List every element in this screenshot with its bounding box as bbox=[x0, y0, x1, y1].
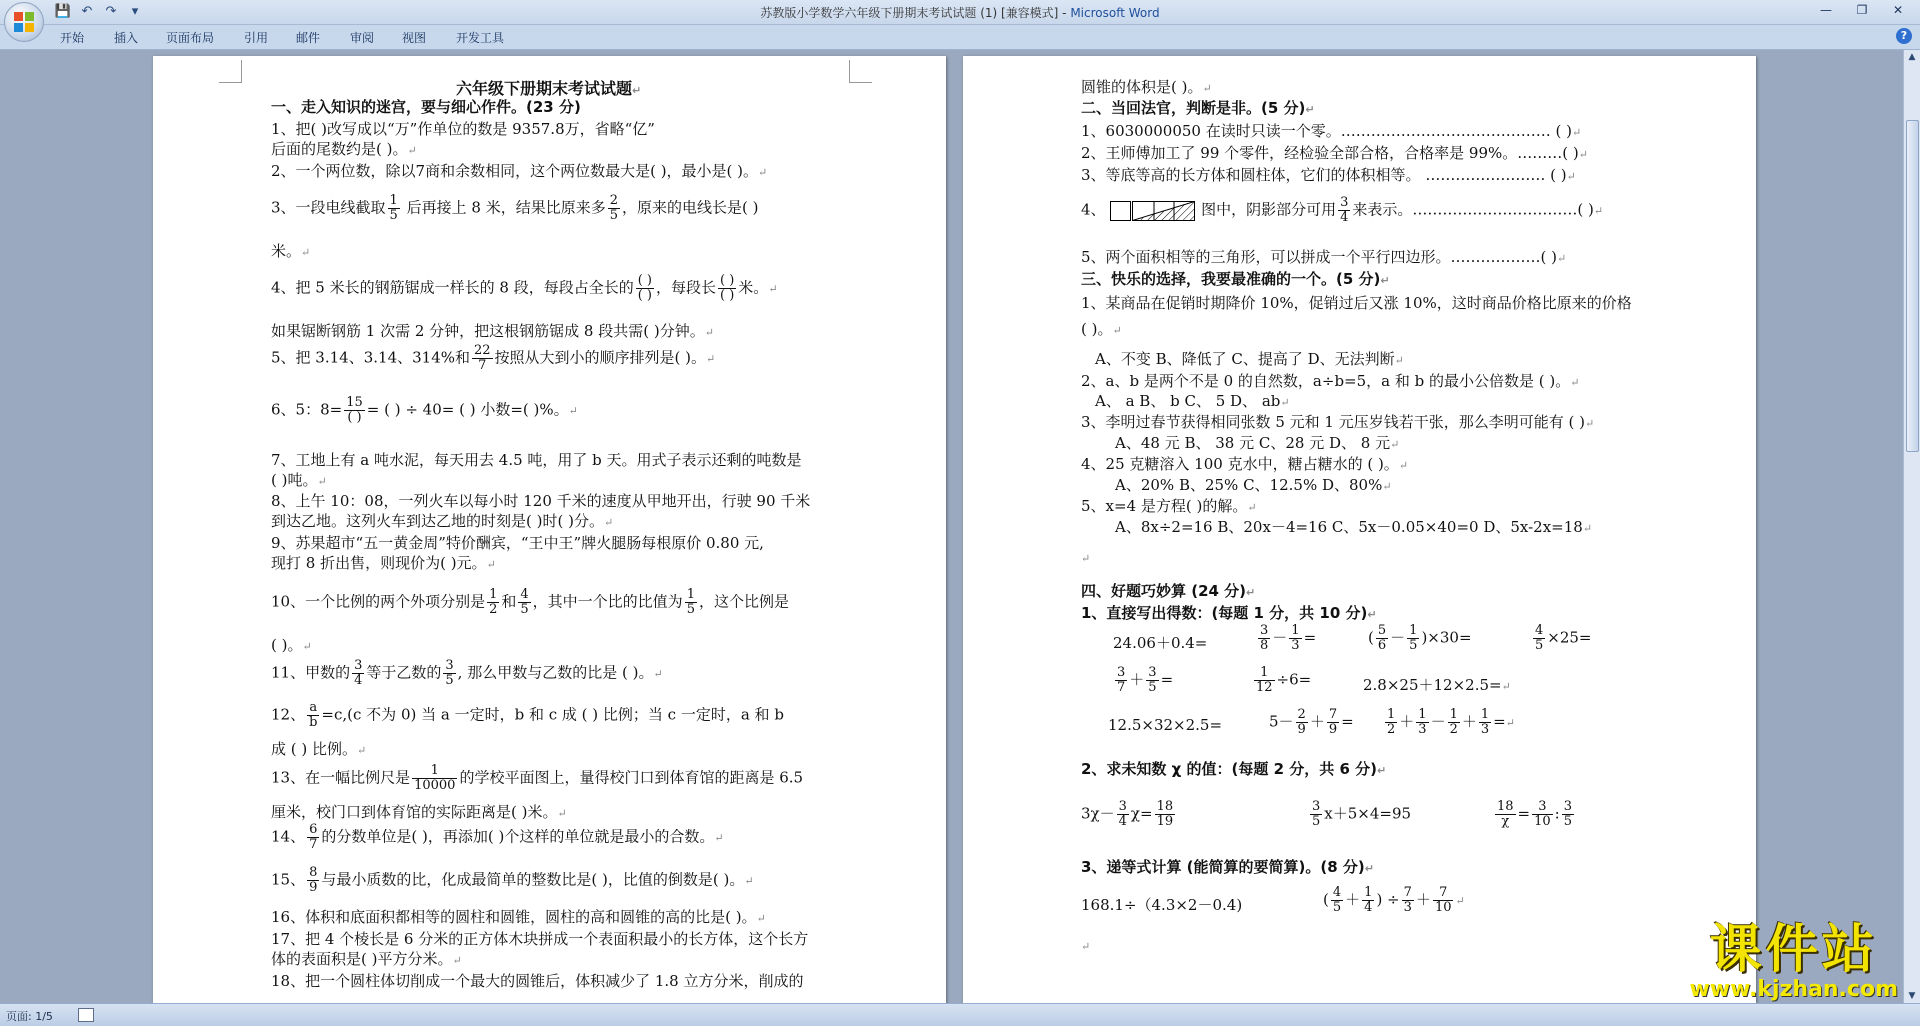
fraction: $\frac{7}{10}$ bbox=[1434, 885, 1452, 915]
customize-icon[interactable]: ▾ bbox=[131, 4, 139, 19]
question-11: 11、甲数的 $\frac{3}{4}$ 等于乙数的 $\frac{3}{5}$ , 那么甲数与乙数的比是 ( )。↵ bbox=[271, 658, 663, 688]
question-7-cont: ( )吨。↵ bbox=[271, 471, 327, 489]
question-6: 6、5：8= $\frac{15}{( )}$ = ( ) ÷ 40= ( ) 小数=( )%。↵ bbox=[271, 395, 578, 425]
choice-5: 5、x=4 是方程( )的解。↵ bbox=[1081, 497, 1257, 515]
fraction: $\frac{5}{6}$ bbox=[1377, 623, 1387, 653]
fraction: $\frac{7}{9}$ bbox=[1328, 707, 1338, 737]
fraction: $\frac{18}{\chi}$ bbox=[1497, 799, 1514, 829]
tab-review[interactable]: 审阅 bbox=[350, 31, 375, 45]
redo-icon[interactable]: ↷ bbox=[105, 4, 117, 19]
section-2-heading: 二、当回法官，判断是非。(5 分)↵ bbox=[1081, 99, 1315, 117]
scroll-down-icon[interactable]: ▼ bbox=[1908, 991, 1916, 1001]
fraction: $\frac{2}{5}$ bbox=[609, 193, 618, 223]
tab-page-layout[interactable]: 页面布局 bbox=[166, 31, 215, 45]
fraction: $\frac{18}{19}$ bbox=[1156, 799, 1174, 829]
subsection-1-heading: 1、直接写出得数：(每题 1 分，共 10 分)↵ bbox=[1081, 604, 1377, 622]
question-4: 4、把 5 米长的钢筋锯成一样长的 8 段，每段占全长的 $\frac{( )}{( )}$ ，每段长 $\frac{( )}{( )}$ 米。↵ bbox=[271, 273, 778, 303]
fraction: $\frac{1}{2}$ bbox=[1449, 707, 1458, 737]
choice-3: 3、李明过春节获得相同张数 5 元和 1 元压岁钱若干张，那么李明可能有 ( )↵ bbox=[1081, 413, 1595, 431]
question-4-cont: 如果锯断钢筋 1 次需 2 分钟，把这根钢筋锯成 8 段共需( )分钟。↵ bbox=[271, 322, 714, 340]
equation-2: $\frac{3}{5}$ x＋5×4=95 bbox=[1312, 799, 1412, 829]
equation-1: 3χ－ $\frac{3}{4}$ χ= $\frac{18}{19}$ bbox=[1081, 799, 1174, 829]
calc-2: $\frac{3}{8}$ － $\frac{1}{3}$ = bbox=[1260, 623, 1317, 653]
status-bar bbox=[0, 1003, 1920, 1026]
question-9: 9、苏果超市“五一黄金周”特价酬宾，“王中王”牌火腿肠每根原价 0.80 元, bbox=[271, 534, 764, 552]
minimize-button[interactable]: — bbox=[1820, 3, 1832, 17]
question-2: 2、一个两位数，除以7商和余数相同，这个两位数最大是( )，最小是( )。↵ bbox=[271, 162, 768, 180]
choice-4: 4、25 克糖溶入 100 克水中，糖占糖水的 ( )。↵ bbox=[1081, 455, 1409, 473]
fraction: $\frac{8}{9}$ bbox=[309, 865, 318, 895]
calc-4: $\frac{4}{5}$ ×25= bbox=[1535, 623, 1592, 653]
document-title: 苏教版小学数学六年级下册期末考试试题 (1) [兼容模式] - bbox=[760, 6, 1071, 20]
page-2[interactable] bbox=[963, 56, 1756, 1003]
judge-4: 4、 图中，阴影部分可用 $\frac{3}{4}$ 来表示。……………………………( )↵ bbox=[1081, 195, 1604, 225]
watermark-title: 课件站 bbox=[1709, 920, 1878, 980]
shaded-rectangle-figure bbox=[1110, 201, 1196, 221]
save-icon[interactable]: 💾 bbox=[54, 4, 72, 19]
question-1-cont: 后面的尾数约是( )。↵ bbox=[271, 140, 417, 158]
judge-2: 2、王师傅加工了 99 个零件，经检验全部合格，合格率是 99%。………( )↵ bbox=[1081, 144, 1588, 162]
calc-10: $\frac{1}{2}$ ＋ $\frac{1}{3}$ － $\frac{1}{2}$ ＋ $\frac{1}{3}$ =↵ bbox=[1387, 707, 1515, 737]
choice-3-options: A、48 元 B、 38 元 C、28 元 D、 8 元↵ bbox=[1115, 434, 1400, 452]
question-17-cont: 体的表面积是( )平方分米。↵ bbox=[271, 950, 462, 968]
fraction: $\frac{1}{2}$ bbox=[1387, 707, 1396, 737]
question-17: 17、把 4 个棱长是 6 分米的正方体木块拼成一个表面积最小的长方体，这个长方 bbox=[271, 930, 809, 948]
ribbon-tabs bbox=[0, 25, 1920, 50]
undo-icon[interactable]: ↶ bbox=[81, 4, 93, 19]
section-1-heading: 一、走入知识的迷宫，要与细心作件。(23 分) bbox=[271, 98, 581, 116]
question-1: 1、把( )改写成以“万”作单位的数是 9357.8万，省略“亿” bbox=[271, 120, 655, 138]
question-18: 18、把一个圆柱体切削成一个最大的圆锥后，体积减少了 1.8 立方分米，削成的 bbox=[271, 972, 804, 990]
calc-8: 12.5×32×2.5= bbox=[1108, 716, 1223, 734]
fraction: $\frac{3}{5}$ bbox=[1148, 665, 1157, 695]
tab-mailings[interactable]: 邮件 bbox=[296, 31, 321, 45]
calc-5: $\frac{3}{7}$ ＋ $\frac{3}{5}$ = bbox=[1117, 665, 1174, 695]
app-name: Microsoft Word bbox=[1070, 6, 1160, 20]
judge-3: 3、等底等高的长方体和圆柱体，它们的体积相等。 …………………… ( )↵ bbox=[1081, 166, 1576, 184]
empty-paragraph: ↵ bbox=[1081, 940, 1091, 953]
fraction: $\frac{4}{5}$ bbox=[1332, 885, 1342, 915]
question-14: 14、 $\frac{6}{7}$ 的分数单位是( )，再添加( )个这样的单位就是最小的合数。↵ bbox=[271, 822, 724, 852]
question-9-cont: 现打 8 折出售，则现价为( )元。↵ bbox=[271, 554, 496, 572]
fraction: $\frac{1}{3}$ bbox=[1418, 707, 1427, 737]
question-15: 15、 $\frac{8}{9}$ 与最小质数的比，化成最简单的整数比是( )，比值的倒数是( )。↵ bbox=[271, 865, 754, 895]
scroll-up-icon[interactable]: ▲ bbox=[1908, 52, 1916, 62]
tab-developer[interactable]: 开发工具 bbox=[456, 31, 505, 45]
calc-7: 2.8×25＋12×2.5=↵ bbox=[1363, 676, 1511, 694]
equation-3: $\frac{18}{\chi}$ = $\frac{3}{10}$ : $\frac{3}{5}$ bbox=[1497, 799, 1573, 829]
fraction: $\frac{3}{8}$ bbox=[1260, 623, 1269, 653]
fraction: $\frac{1}{5}$ bbox=[1409, 623, 1418, 653]
question-13-cont: 厘米，校门口到体育馆的实际距离是( )米。↵ bbox=[271, 803, 567, 821]
office-logo-icon bbox=[14, 12, 34, 32]
proofing-icon[interactable] bbox=[78, 1008, 94, 1022]
subsection-3-heading: 3、递等式计算 (能简算的要简算)。(8 分)↵ bbox=[1081, 858, 1374, 876]
judge-5: 5、两个面积相等的三角形，可以拼成一个平行四边形。………………( )↵ bbox=[1081, 248, 1567, 266]
fraction: $\frac{1}{3}$ bbox=[1480, 707, 1490, 737]
fraction-blank: $\frac{( )}{( )}$ bbox=[720, 273, 735, 303]
fraction: $\frac{6}{7}$ bbox=[309, 822, 318, 852]
watermark-url: www.kjzhan.com bbox=[1689, 977, 1898, 1002]
question-3: 3、一段电线截取 $\frac{1}{5}$ 后再接上 8 米，结果比原来多 $\frac{2}{5}$ ，原来的电线长是( ) bbox=[271, 193, 759, 223]
scroll-thumb[interactable] bbox=[1906, 120, 1919, 452]
fraction: $\frac{1}{2}$ bbox=[489, 587, 498, 617]
fraction: $\frac{4}{5}$ bbox=[520, 587, 529, 617]
fraction: $\frac{1}{3}$ bbox=[1291, 623, 1300, 653]
section-4-heading: 四、好题巧妙算 (24 分)↵ bbox=[1081, 582, 1256, 600]
empty-paragraph: ↵ bbox=[1081, 552, 1091, 565]
close-button[interactable]: ✕ bbox=[1892, 3, 1904, 17]
fraction: $\frac{1}{10000}$ bbox=[414, 763, 456, 793]
fraction: $\frac{4}{5}$ bbox=[1535, 623, 1544, 653]
page-title: 六年级下册期末考试试题↵ bbox=[456, 79, 642, 98]
fraction: $\frac{3}{4}$ bbox=[354, 658, 363, 688]
crop-mark bbox=[849, 60, 872, 83]
fraction: $\frac{a}{b}$ bbox=[309, 700, 318, 730]
choice-2-options: A、 a B、 b C、 5 D、 ab↵ bbox=[1095, 392, 1290, 410]
document-workspace bbox=[0, 50, 1904, 1003]
crop-mark bbox=[219, 60, 242, 83]
title-bar bbox=[0, 0, 1920, 25]
question-7: 7、工地上有 a 吨水泥，每天用去 4.5 吨，用了 b 天。用式子表示还剩的吨数是 bbox=[271, 451, 802, 469]
question-16: 16、体积和底面积都相等的圆柱和圆锥，圆柱的高和圆锥的高的比是( )。↵ bbox=[271, 908, 766, 926]
calc-3: ( $\frac{5}{6}$ － $\frac{1}{5}$ )×30= bbox=[1368, 623, 1472, 653]
fraction: $\frac{3}{7}$ bbox=[1117, 665, 1126, 695]
choice-1-cont: ( )。↵ bbox=[1081, 320, 1122, 338]
expression-2: ( $\frac{4}{5}$ ＋ $\frac{1}{4}$ ) ÷ $\frac{7}{3}$ ＋ $\frac{7}{10}$ ↵ bbox=[1323, 885, 1465, 915]
office-button[interactable] bbox=[4, 2, 44, 42]
watermark bbox=[1689, 922, 1898, 1002]
question-18-cont: 圆锥的体积是( )。↵ bbox=[1081, 78, 1212, 96]
question-12-cont: 成 ( ) 比例。↵ bbox=[271, 740, 367, 758]
window-controls bbox=[1808, 0, 1916, 20]
window-title bbox=[0, 4, 1920, 21]
tab-references[interactable]: 引用 bbox=[244, 31, 269, 45]
calc-9: 5－ $\frac{2}{9}$ ＋ $\frac{7}{9}$ = bbox=[1269, 707, 1354, 737]
subsection-2-heading: 2、求未知数 χ 的值：(每题 2 分，共 6 分)↵ bbox=[1081, 760, 1387, 778]
maximize-button[interactable]: ❐ bbox=[1856, 3, 1868, 17]
page-indicator[interactable]: 页面: 1/5 bbox=[6, 1010, 53, 1023]
tab-insert[interactable]: 插入 bbox=[114, 31, 139, 45]
judge-1: 1、6030000050 在读时只读一个零。…………………………………… ( )↵ bbox=[1081, 122, 1582, 140]
fraction: $\frac{22}{7}$ bbox=[474, 343, 491, 373]
fraction: $\frac{2}{9}$ bbox=[1297, 707, 1306, 737]
question-8-cont: 到达乙地。这列火车到达乙地的时刻是( )时( )分。↵ bbox=[271, 512, 614, 530]
fraction: $\frac{1}{4}$ bbox=[1364, 885, 1373, 915]
section-3-heading: 三、快乐的选择，我要最准确的一个。(5 分)↵ bbox=[1081, 270, 1390, 288]
fraction: $\frac{3}{5}$ bbox=[445, 658, 454, 688]
calc-1: 24.06＋0.4= bbox=[1113, 634, 1208, 652]
help-icon[interactable]: ? bbox=[1896, 28, 1912, 44]
choice-2: 2、a、b 是两个不是 0 的自然数，a÷b=5，a 和 b 的最小公倍数是 ( )。↵ bbox=[1081, 372, 1580, 390]
question-5: 5、把 3.14、3.14、314%和 $\frac{22}{7}$ 按照从大到小的顺序排列是( )。↵ bbox=[271, 343, 716, 373]
question-12: 12、 $\frac{a}{b}$ =c,(c 不为 0) 当 a 一定时，b 和 c 成 ( ) 比例；当 c 一定时，a 和 b bbox=[271, 700, 784, 730]
vertical-scrollbar[interactable] bbox=[1903, 50, 1920, 1003]
fraction-blank: $\frac{( )}{( )}$ bbox=[637, 273, 652, 303]
question-13: 13、在一幅比例尺是 $\frac{1}{10000}$ 的学校平面图上，量得校门口到体育馆的距离是 6.5 bbox=[271, 763, 804, 793]
tab-view[interactable]: 视图 bbox=[402, 31, 427, 45]
fraction: $\frac{3}{10}$ bbox=[1534, 799, 1551, 829]
fraction: $\frac{3}{4}$ bbox=[1340, 195, 1349, 225]
question-8: 8、上午 10：08，一列火车以每小时 120 千米的速度从甲地开出，行驶 90 千米 bbox=[271, 492, 811, 510]
question-3-cont: 米。↵ bbox=[271, 242, 311, 260]
page-1[interactable] bbox=[153, 56, 946, 1003]
fraction: $\frac{3}{4}$ bbox=[1118, 799, 1127, 829]
tab-home[interactable]: 开始 bbox=[60, 31, 85, 45]
choice-4-options: A、20% B、25% C、12.5% D、80%↵ bbox=[1115, 476, 1392, 494]
question-10: 10、一个比例的两个外项分别是 $\frac{1}{2}$ 和 $\frac{4}{5}$ ，其中一个比的比值为 $\frac{1}{5}$ ，这个比例是 bbox=[271, 587, 789, 617]
fraction: $\frac{1}{5}$ bbox=[686, 587, 695, 617]
fraction: $\frac{15}{( )}$ bbox=[346, 395, 363, 425]
fraction: $\frac{3}{5}$ bbox=[1563, 799, 1573, 829]
question-10-cont: ( )。↵ bbox=[271, 636, 312, 654]
fraction: $\frac{1}{5}$ bbox=[389, 193, 398, 223]
expression-1: 168.1÷（4.3×2－0.4) bbox=[1081, 896, 1243, 914]
fraction: $\frac{1}{12}$ bbox=[1256, 665, 1273, 695]
fraction: $\frac{3}{5}$ bbox=[1312, 799, 1321, 829]
choice-1: 1、某商品在促销时期降价 10%，促销过后又涨 10%，这时商品价格比原来的价格 bbox=[1081, 294, 1632, 312]
choice-1-options: A、不变 B、降低了 C、提高了 D、无法判断↵ bbox=[1095, 350, 1404, 368]
fraction: $\frac{7}{3}$ bbox=[1403, 885, 1412, 915]
choice-5-options: A、8x÷2=16 B、20x－4=16 C、5x－0.05×40=0 D、5x-2x=18↵ bbox=[1115, 518, 1593, 536]
calc-6: $\frac{1}{12}$ ÷6= bbox=[1256, 665, 1312, 695]
